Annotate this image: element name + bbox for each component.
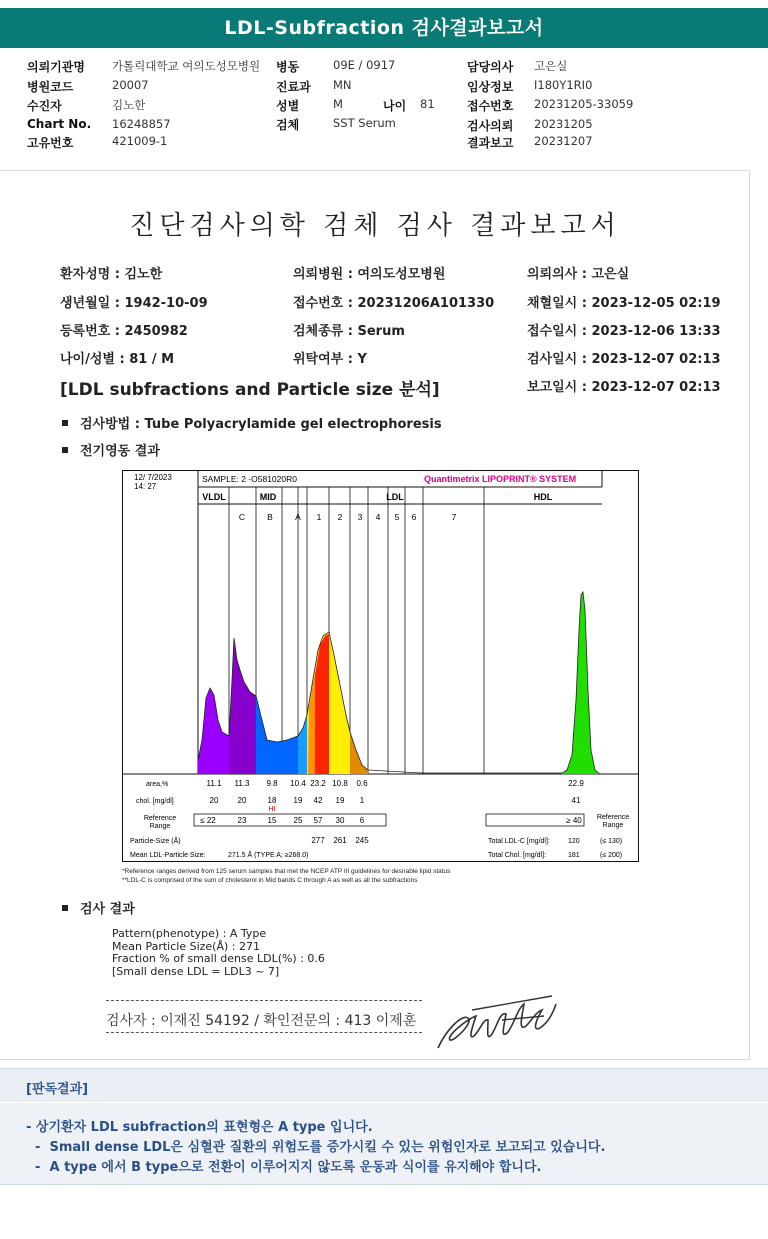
registration-number: 등록번호 : 2450982 [60,324,188,339]
chol-value: 19 [293,796,303,805]
birth-date: 생년월일 : 1942-10-09 [60,296,208,311]
hospital-code-value: 20007 [112,78,149,92]
chol-value: 20 [209,796,219,805]
bullet-icon [62,447,68,453]
opinion-line-1: - 상기환자 LDL subfraction의 표현형은 A type 입니다. [26,1120,373,1135]
phenotype-line: Pattern(phenotype) : A Type [112,927,267,940]
particle-size-value: 261 [333,836,347,845]
chol-value: 41 [571,796,581,805]
hi-flag: HI [268,806,276,813]
opinion-heading: [판독결과] [26,1082,89,1097]
reference-value: 6 [359,816,365,825]
reference-value: 30 [335,816,345,825]
bullet-icon [62,420,68,426]
opinion-line-3: - A type 에서 B type으로 전환이 이루어지지 않도록 운동과 식이를 유지해야 합니다. [26,1160,542,1175]
unique-no-value: 421009-1 [112,134,168,148]
band-label: C [238,512,246,522]
request-date-label: 검사의뢰 [467,119,514,133]
consignment: 위탁여부 : Y [293,352,367,367]
sample-label: SAMPLE: 2 -O581020R0 [202,474,297,484]
reference-value: 25 [293,816,303,825]
particle-size-value: 277 [311,836,325,845]
area-value: 23.2 [310,779,326,788]
unique-no-label: 고유번호 [27,136,74,150]
report-title: 진단검사의학 검체 검사 결과보고서 [129,211,621,241]
particle-size-value: 245 [355,836,369,845]
band-label: B [267,512,273,522]
hospital-code-label: 병원코드 [27,80,74,94]
band-label: 7 [451,512,457,522]
band-label: 3 [357,512,363,522]
reference-value: 57 [313,816,323,825]
chol-value: 19 [335,796,345,805]
area-value: 22.9 [568,779,584,788]
receipt-no-label: 접수번호 [467,99,514,113]
area-value: 11.1 [206,779,222,788]
band-label: 2 [337,512,343,522]
report-time: 보고일시 : 2023-12-07 02:13 [527,380,721,395]
specimen-label: 검체 [276,118,300,132]
receipt-time: 접수일시 : 2023-12-06 13:33 [527,324,721,339]
chol-value: 1 [359,796,365,805]
method-text: 검사방법 : Tube Polyacrylamide gel electrophoresis [80,417,442,432]
electrophoresis-chart [122,470,640,868]
sex-value: M [333,97,343,111]
result-details [112,928,325,978]
area-value: 0.6 [356,779,368,788]
sdldl-definition-line: [Small dense LDL = LDL3 ~ 7] [112,964,280,978]
mean-size-line: Mean Particle Size(Å) : 271 [112,939,260,953]
total-chol-value: 181 [568,852,580,859]
opinion-line-2: - Small dense LDL은 심혈관 질환의 위험도를 증가시킬 수 있는 위험인자로 보고되고 있습니다. [26,1140,606,1155]
opinion-header [0,1068,768,1102]
mean-size-label: Mean LDL-Particle Size: [130,852,206,859]
ward-label: 병동 [276,60,300,74]
chol-value: 42 [313,796,323,805]
dept-value: MN [333,78,352,92]
patient-name: 환자성명 : 김노한 [60,267,163,282]
patient-value: 김노한 [112,98,146,112]
row-label-ref: Reference [143,815,177,822]
band-label: A [295,512,301,522]
divider [106,1000,422,1001]
area-value: 11.3 [234,779,250,788]
band-group-label: VLDL [202,492,226,502]
row-label-ref: Range [149,823,171,830]
doctor-label: 담당의사 [467,60,514,74]
age-label: 나이 [383,99,407,113]
sdldl-fraction-line: Fraction % of small dense LDL(%) : 0.6 [112,952,325,965]
report-date-label: 결과보고 [467,136,514,150]
collection-time: 채혈일시 : 2023-12-05 02:19 [527,296,721,311]
mean-size-value: 271.5 Å (TYPE A; ≥268.0) [228,852,309,859]
system-title: Quantimetrix LIPOPRINT® SYSTEM [424,474,577,484]
band-group-label: LDL [386,492,404,502]
band-label: 6 [411,512,417,522]
sex-label: 성별 [276,99,300,113]
requesting-doctor: 의뢰의사 : 고은실 [527,267,630,282]
age-value: 81 [420,97,435,111]
specimen-value: SST Serum [333,116,396,130]
method-bullet [62,413,442,432]
chart-footnote: **LDL-C is comprised of the sum of cholesterol in Mid bands C through A as well as all the subfractions [122,877,418,884]
report-date-value: 20231207 [534,134,593,148]
ward-value: 09E / 0917 [333,58,396,72]
area-value: 9.8 [266,779,278,788]
reference-value: ≤ 22 [200,816,216,825]
chart-no-value: 16248857 [112,117,171,131]
receipt-number: 접수번호 : 20231206A101330 [293,296,495,311]
result-title: 검사 결과 [80,902,135,917]
particle-size-label: Particle-Size (Å) [130,838,181,845]
area-value: 10.8 [332,779,348,788]
row-label-chol: chol. [mg/dl] [136,798,174,805]
area-value: 10.4 [290,779,306,788]
examiner-line: 검사자 : 이재진 54192 / 확인전문의 : 413 이제훈 [106,1013,417,1029]
hdl-reference-value: ≥ 40 [566,816,582,825]
band-label: 5 [394,512,400,522]
clinical-info-label: 임상정보 [467,80,514,94]
band-group-label: HDL [533,492,553,502]
institution-label: 의뢰기관명 [27,60,85,74]
section-title: [LDL subfractions and Particle size 분석] [60,380,440,400]
request-date-value: 20231205 [534,117,593,131]
total-chol-label: Total Chol. [mg/dl]: [488,852,546,859]
total-ldl-ref: (≤ 130) [600,838,623,845]
chart-no-label: Chart No. [27,117,92,131]
total-ldl-label: Total LDL-C [mg/dl]: [488,838,550,845]
electrophoresis-svg [122,470,640,864]
page-title: LDL-Subfraction 검사결과보고서 [0,8,768,48]
row-label-area: area,% [146,781,169,788]
specimen-type: 검체종류 : Serum [293,324,405,339]
chol-value: 18 [267,796,277,805]
patient-label: 수진자 [27,99,62,113]
band-group-label: MID [259,492,277,502]
reference-range-label: Range [602,822,624,829]
chart-footnote: *Reference ranges derived from 125 serum samples that met the NCEP ATP III guidelines for desirable lipid status [122,868,451,875]
institution-value: 가톨릭대학교 여의도성모병원 [112,59,261,73]
electro-bullet [62,440,160,459]
doctor-value: 고은실 [534,59,568,73]
total-chol-ref: (≤ 200) [600,852,623,859]
bullet-icon [62,905,68,911]
receipt-no-value: 20231205-33059 [534,97,634,111]
dept-label: 진료과 [276,80,311,94]
chart-time: 14: 27 [134,482,157,491]
reference-value: 15 [267,816,277,825]
total-ldl-value: 120 [568,838,580,845]
signature-image [432,990,562,1056]
electro-title: 전기영동 결과 [80,444,160,459]
test-time: 검사일시 : 2023-12-07 02:13 [527,352,721,367]
requesting-hospital: 의뢰병원 : 여의도성모병원 [293,267,446,282]
opinion-body [0,1103,768,1185]
chol-value: 20 [237,796,247,805]
divider [106,1032,422,1033]
reference-value: 23 [237,816,247,825]
reference-range-label: Reference [596,814,630,821]
band-label: 4 [375,512,381,522]
clinical-info-value: I180Y1RI0 [534,78,593,92]
result-bullet [62,898,135,917]
chart-date: 12/ 7/2023 [134,473,172,482]
band-label: 1 [316,512,322,522]
age-sex: 나이/성별 : 81 / M [60,352,175,367]
